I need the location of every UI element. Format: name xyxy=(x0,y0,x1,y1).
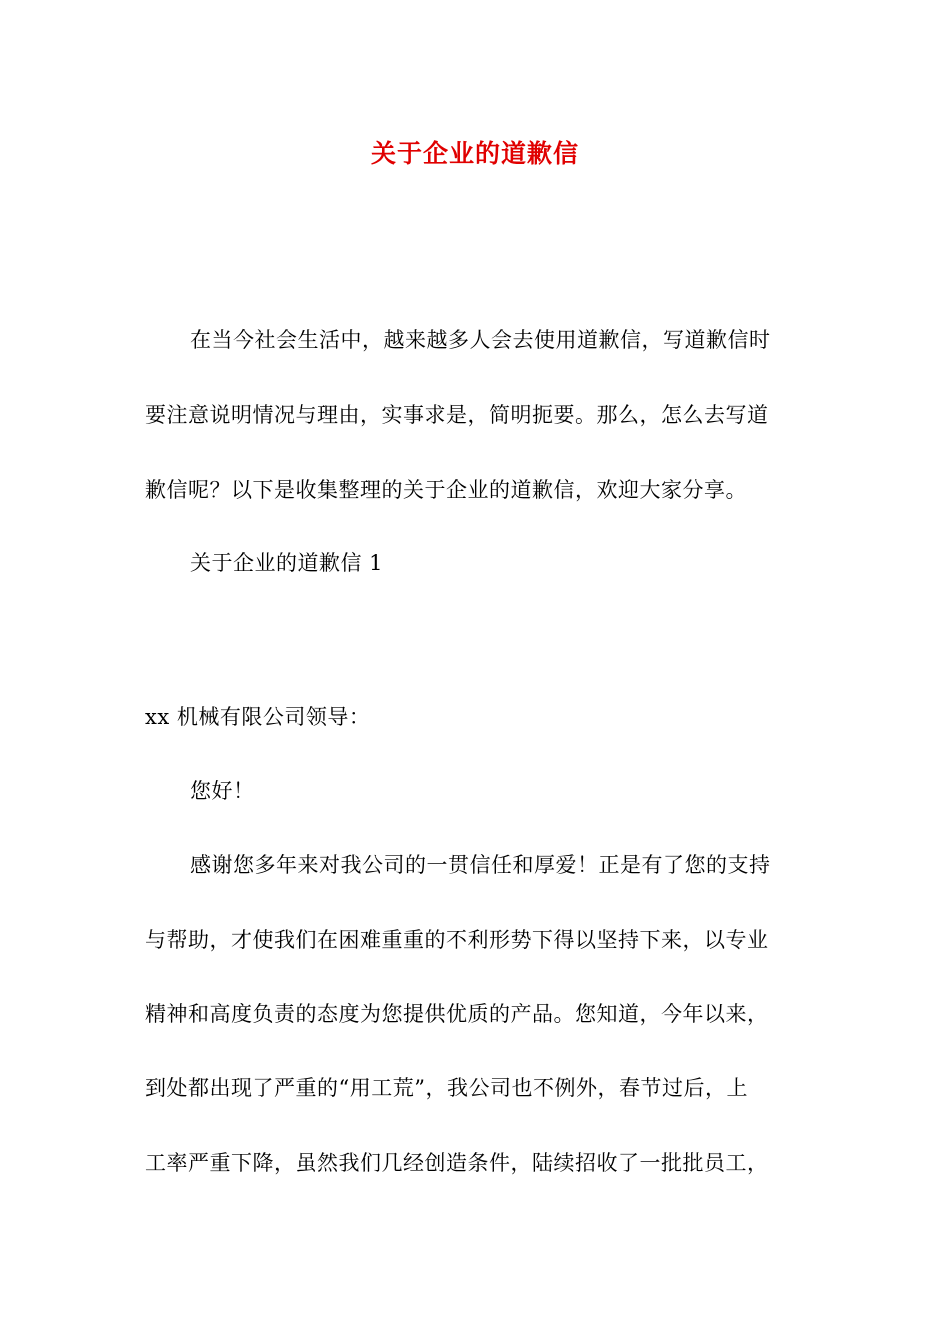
body-line-3: 精神和高度负责的态度为您提供优质的产品。您知道，今年以来， xyxy=(145,1002,769,1026)
intro-line-2: 要注意说明情况与理由，实事求是，简明扼要。那么，怎么去写道 xyxy=(145,403,769,427)
body-line-5: 工率严重下降，虽然我们几经创造条件，陆续招收了一批批员工， xyxy=(145,1151,769,1175)
body-line-1: 感谢您多年来对我公司的一贯信任和厚爱！正是有了您的支持 xyxy=(190,853,771,877)
document-title: 关于企业的道歉信 xyxy=(370,139,579,168)
body-line-4: 到处都出现了严重的“用工荒”，我公司也不例外，春节过后，上 xyxy=(145,1076,748,1100)
body-line-2: 与帮助，才使我们在困难重重的不利形势下得以坚持下来，以专业 xyxy=(145,928,769,952)
letter-salutation: xx 机械有限公司领导： xyxy=(145,705,371,729)
section-heading: 关于企业的道歉信 1 xyxy=(190,551,384,575)
intro-line-1: 在当今社会生活中，越来越多人会去使用道歉信，写道歉信时 xyxy=(190,328,771,352)
intro-line-3: 歉信呢？以下是收集整理的关于企业的道歉信，欢迎大家分享。 xyxy=(145,478,747,502)
letter-greeting: 您好！ xyxy=(190,779,255,803)
